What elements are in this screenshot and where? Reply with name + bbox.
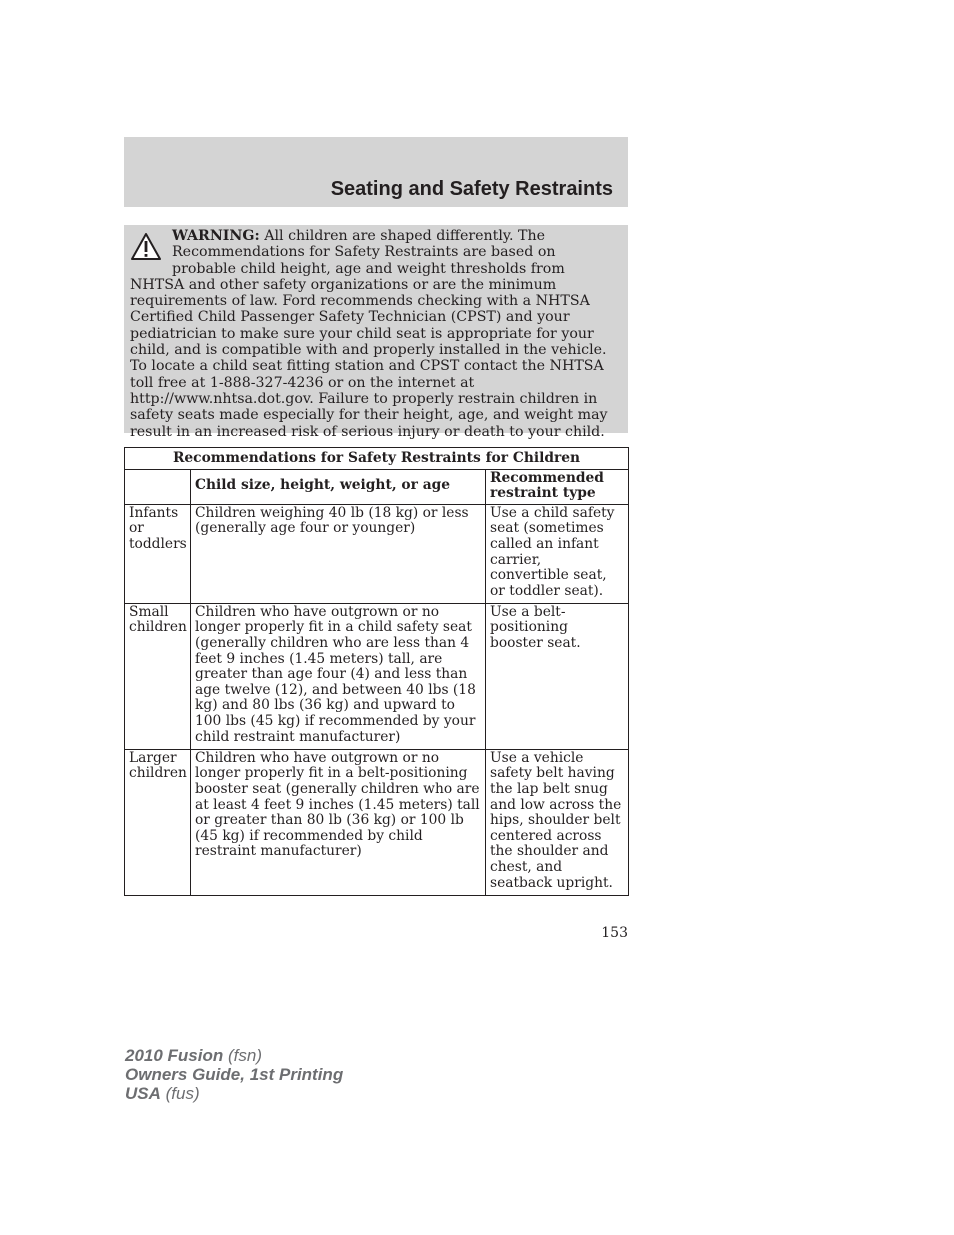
row-size: Children who have outgrown or no longer properly fit in a child safety seat (generally children who are less than 4 feet 9 inches (1.45 meters) tall, are greater than age four (4) and less than age twelve (12), and between 40 lbs (18 kg) and 80 lbs (36 kg) and upward to 100 lbs (45 kg) if recommended by your child restraint manufacturer)	[191, 603, 486, 749]
table-header-category	[125, 469, 191, 504]
warning-label: WARNING:	[172, 228, 260, 244]
footer-market-code: (fus)	[165, 1084, 200, 1103]
row-size: Children weighing 40 lb (18 kg) or less (generally age four or younger)	[191, 504, 486, 603]
section-header	[124, 137, 628, 207]
table-row	[125, 603, 629, 749]
row-category: Larger children	[125, 749, 191, 895]
row-category: Infants or toddlers	[125, 504, 191, 603]
footer-model-code: (fsn)	[228, 1046, 262, 1065]
table-header-restraint: Recommended restraint type	[486, 469, 629, 504]
footer-model: 2010 Fusion	[125, 1046, 224, 1065]
warning-text: All children are shaped differently. The Recommendations for Safety Restraints are based on probable child height, age and weight thresholds from NHTSA and other safety organizations or are the minimum requirements of law. Ford recommends checking with a NHTSA Certified Child Passenger Safety Technician (CPST) and your pediatrician to make sure your child seat is appropriate for your child, and is compatible with and properly installed in the vehicle. To locate a child seat fitting station and CPST contact the NHTSA toll free at 1-888-327-4236 or on the internet at http://www.nhtsa.dot.gov. Failure to properly restrain children in safety seats made especially for their height, age, and weight may result in an increased risk of serious injury or death to your child.	[130, 228, 608, 440]
warning-triangle-icon	[130, 232, 162, 262]
footer-line-2	[125, 1065, 343, 1084]
row-restraint: Use a child safety seat (sometimes called an infant carrier, convertible seat, or toddler seat).	[486, 504, 629, 603]
section-title: Seating and Safety Restraints	[330, 178, 613, 200]
row-restraint: Use a belt-positioning booster seat.	[486, 603, 629, 749]
footer-edition: Owners Guide, 1st Printing	[125, 1065, 344, 1084]
row-category: Small children	[125, 603, 191, 749]
row-restraint: Use a vehicle safety belt having the lap belt snug and low across the hips, shoulder belt centered across the shoulder and chest, and seatback upright.	[486, 749, 629, 895]
footer-line-3	[125, 1084, 343, 1103]
footer	[125, 1046, 343, 1103]
safety-restraints-table	[124, 447, 629, 896]
table-row	[125, 749, 629, 895]
table-row	[125, 504, 629, 603]
row-size: Children who have outgrown or no longer properly fit in a belt-positioning booster seat (generally children who are at least 4 feet 9 inches (1.45 meters) tall or greater than 80 lb (36 kg) or 100 lb (45 kg) if recommended by child restraint manufacturer)	[191, 749, 486, 895]
warning-box	[124, 225, 628, 440]
table-caption: Recommendations for Safety Restraints for Children	[125, 448, 629, 470]
footer-market: USA	[125, 1084, 161, 1103]
table-header-size: Child size, height, weight, or age	[191, 469, 486, 504]
page-number: 153	[601, 925, 628, 941]
footer-line-1	[125, 1046, 343, 1065]
